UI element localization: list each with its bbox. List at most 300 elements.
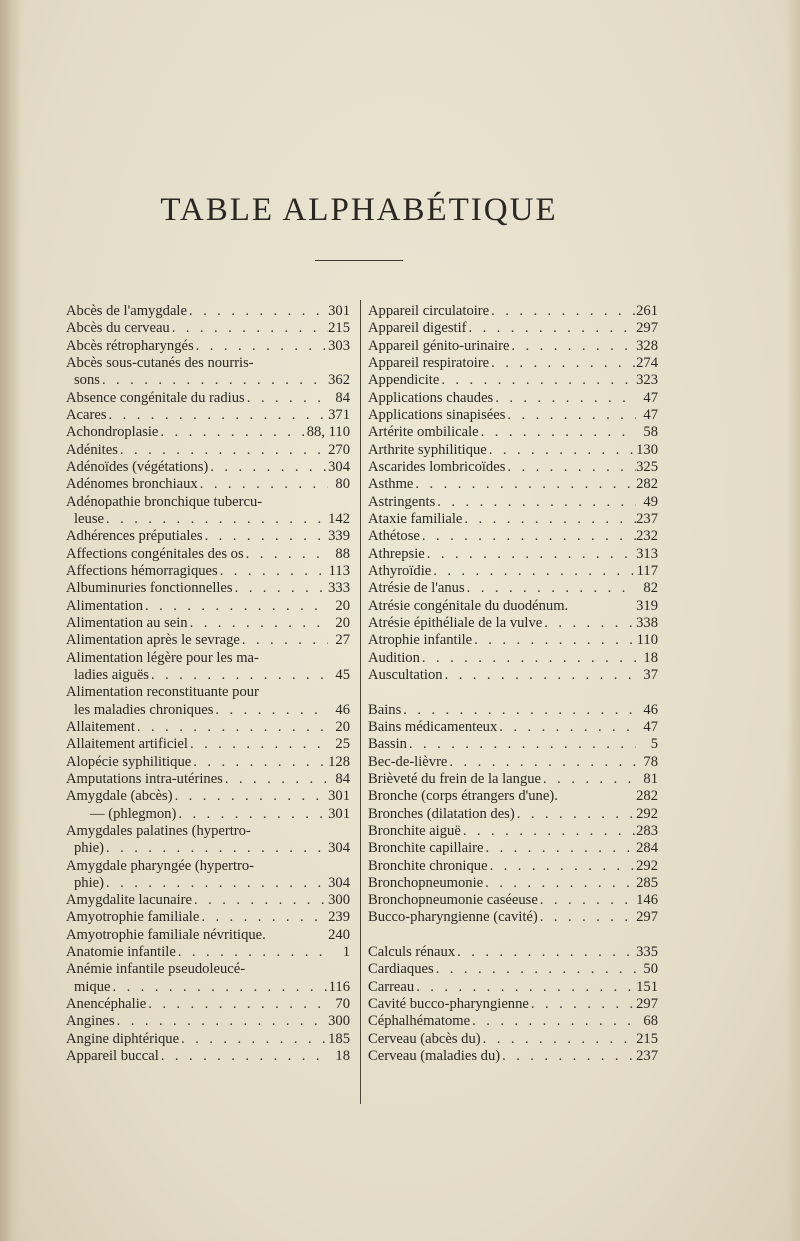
page-number: 46 [335, 701, 350, 718]
index-entry [368, 459, 658, 476]
page-number: 27 [335, 632, 350, 649]
index-term: Acares [66, 406, 107, 423]
page-number: 185 [328, 1030, 350, 1047]
page-number: 151 [636, 978, 658, 995]
dot-leader [472, 632, 636, 649]
index-entry [368, 372, 658, 389]
index-term: Bronchopneumonie caséeuse [368, 892, 538, 909]
index-entry [66, 892, 350, 909]
index-term: Carreau [368, 978, 415, 995]
index-term: Artérite ombilicale [368, 424, 479, 441]
page-number: 128 [328, 753, 350, 770]
dot-leader [218, 563, 328, 580]
page-number: 362 [328, 372, 350, 389]
index-term: Abcès du cerveau [66, 320, 170, 337]
dot-leader [407, 736, 636, 753]
page-number: 304 [328, 458, 350, 475]
index-term: Arthrite syphilitique [368, 441, 487, 458]
index-term: Adénomes bronchiaux [66, 476, 198, 493]
dot-leader [413, 476, 636, 493]
dot-leader [173, 788, 328, 805]
index-entry [368, 546, 658, 563]
index-entry [368, 598, 658, 615]
page-number: 49 [643, 493, 658, 510]
page-number: 319 [636, 597, 658, 614]
page-number: 282 [636, 788, 658, 805]
index-entry [66, 372, 350, 389]
index-entry [66, 961, 350, 978]
index-term: ladies aiguës [74, 666, 149, 683]
page-number: 339 [328, 528, 350, 545]
page-number: 1 [342, 944, 350, 961]
index-term: Achondroplasie [66, 424, 159, 441]
index-term: Absence congénitale du radius [66, 389, 245, 406]
dot-leader [146, 996, 328, 1013]
index-entry [368, 580, 658, 597]
index-entry [66, 771, 350, 788]
index-term: Amygdalite lacunaire [66, 892, 193, 909]
index-term: Adénopathie bronchique tubercu- [66, 493, 263, 510]
index-term: Amyotrophie familiale névritique. [66, 926, 266, 943]
index-entry [66, 979, 350, 996]
dot-leader [434, 961, 636, 978]
dot-leader [542, 615, 636, 632]
index-term: Ascarides lombricoïdes [368, 458, 506, 475]
index-entry [66, 494, 350, 511]
index-entry [368, 788, 658, 805]
dot-leader [483, 840, 636, 857]
dot-leader [414, 979, 636, 996]
index-entry [368, 442, 658, 459]
dot-leader [425, 546, 636, 563]
index-term: Abcès rétropharyngés [66, 337, 194, 354]
index-term: Abcès sous-cutanés des nourris- [66, 354, 254, 371]
page-number: 88 [335, 545, 350, 562]
page-number: 142 [328, 510, 350, 527]
index-entry [368, 615, 658, 632]
page-number: 82 [643, 580, 658, 597]
index-term: Amygdales palatines (hypertro- [66, 822, 251, 839]
index-column-left [66, 303, 350, 1065]
index-term: Appareil buccal [66, 1048, 159, 1065]
index-term: Bronchite aiguë [368, 822, 461, 839]
index-term: Athrepsie [368, 545, 425, 562]
page-number: 323 [636, 372, 658, 389]
index-term: Alimentation [66, 597, 144, 614]
dot-leader [188, 736, 328, 753]
dot-leader [244, 546, 328, 563]
index-term: Asthme [368, 476, 414, 493]
dot-leader [538, 892, 636, 909]
index-entry [368, 1031, 658, 1048]
index-term: Atrophie infantile [368, 632, 473, 649]
index-entry [368, 961, 658, 978]
page-number: 70 [335, 996, 350, 1013]
page-number: 338 [636, 614, 658, 631]
dot-leader [420, 528, 636, 545]
index-entry [66, 303, 350, 320]
dot-leader [187, 303, 328, 320]
page-number: 84 [335, 770, 350, 787]
page-number: 78 [643, 753, 658, 770]
index-entry [66, 632, 350, 649]
dot-leader [191, 754, 328, 771]
index-entry [66, 736, 350, 753]
index-entry [66, 858, 350, 875]
dot-leader [194, 338, 328, 355]
title-rule [315, 260, 403, 261]
index-entry [66, 944, 350, 961]
index-term: Applications sinapisées [368, 406, 506, 423]
index-term: Appareil respiratoire [368, 354, 490, 371]
index-term: Amyotrophie familiale [66, 909, 200, 926]
page-number: 300 [328, 892, 350, 909]
dot-leader [213, 702, 328, 719]
index-entry [66, 459, 350, 476]
index-entry [66, 320, 350, 337]
page-edge-shadow [786, 0, 800, 1241]
dot-leader [487, 442, 636, 459]
dot-leader [110, 979, 328, 996]
dot-leader [509, 338, 636, 355]
dot-leader [233, 580, 328, 597]
dot-leader [470, 1013, 636, 1030]
index-entry [66, 684, 350, 701]
page-number: 20 [335, 597, 350, 614]
index-entry [66, 875, 350, 892]
index-entry [368, 355, 658, 372]
dot-leader [500, 1048, 636, 1065]
index-term: Cavité bucco-pharyngienne [368, 996, 529, 1013]
index-entry [368, 476, 658, 493]
dot-leader [443, 667, 636, 684]
index-term: Ataxie familiale [368, 510, 463, 527]
page-number: 261 [636, 303, 658, 319]
index-term: Bronches (dilatation des) [368, 805, 515, 822]
dot-leader [208, 459, 328, 476]
index-term: Affections congénitales des os [66, 545, 244, 562]
page-number: 47 [643, 718, 658, 735]
page-number: 117 [636, 562, 658, 579]
index-entry [368, 632, 658, 649]
page-number: 282 [636, 476, 658, 493]
index-entry [368, 909, 658, 926]
page-number: 50 [643, 961, 658, 978]
dot-leader [431, 563, 636, 580]
page-number: 301 [328, 303, 350, 319]
index-entry [66, 667, 350, 684]
dot-leader [203, 528, 328, 545]
index-entry [66, 390, 350, 407]
page-number: 130 [636, 441, 658, 458]
index-term: phie) [74, 874, 104, 891]
index-term: Bucco-pharyngienne (cavité) [368, 909, 538, 926]
dot-leader [159, 1048, 328, 1065]
dot-leader [420, 650, 636, 667]
index-term: phie) [74, 840, 104, 857]
page-number: 20 [335, 718, 350, 735]
page-number: 297 [636, 996, 658, 1013]
index-entry [368, 771, 658, 788]
page-number: 270 [328, 441, 350, 458]
index-entry [368, 303, 658, 320]
index-term: Cerveau (maladies du) [368, 1048, 501, 1065]
page-number: 301 [328, 805, 350, 822]
index-entry [66, 1013, 350, 1030]
page-number: 215 [636, 1030, 658, 1047]
dot-leader [505, 459, 636, 476]
index-column-right [368, 303, 658, 1065]
index-entry [66, 615, 350, 632]
index-term: Atrésie épithéliale de la vulve [368, 614, 543, 631]
index-term: Applications chaudes [368, 389, 494, 406]
index-term: Alimentation après le sevrage [66, 632, 240, 649]
page-number: 46 [643, 701, 658, 718]
index-entry [368, 996, 658, 1013]
page-number: 80 [335, 476, 350, 493]
dot-leader [505, 407, 636, 424]
dot-leader [439, 372, 636, 389]
index-term: Athétose [368, 528, 420, 545]
page-number: 297 [636, 909, 658, 926]
index-term: Cardiaques [368, 961, 434, 978]
index-term: Bronchopneumonie [368, 874, 484, 891]
dot-leader [104, 875, 328, 892]
page-number: 285 [636, 874, 658, 891]
page-number: 47 [643, 406, 658, 423]
dot-leader [435, 494, 636, 511]
index-entry [368, 650, 658, 667]
index-term: Bassin [368, 736, 407, 753]
index-term: Albuminuries fonctionnelles [66, 580, 233, 597]
dot-leader [488, 858, 636, 875]
page-number: 335 [636, 944, 658, 961]
index-entry [368, 511, 658, 528]
index-term: Abcès de l'amygdale [66, 303, 187, 319]
index-entry [368, 494, 658, 511]
index-entry [66, 788, 350, 805]
page-number: 232 [636, 528, 658, 545]
index-entry [368, 338, 658, 355]
index-term: Amygdale pharyngée (hypertro- [66, 857, 255, 874]
dot-leader [135, 719, 328, 736]
page-number: 81 [643, 770, 658, 787]
page-number: 292 [636, 857, 658, 874]
page-number: 215 [328, 320, 350, 337]
index-entry [368, 424, 658, 441]
dot-leader [223, 771, 328, 788]
section-gap [368, 927, 658, 944]
page-number: 110 [636, 632, 658, 649]
index-term: Bec-de-lièvre [368, 753, 448, 770]
dot-leader [483, 875, 636, 892]
dot-leader [489, 303, 636, 320]
index-term: Audition [368, 649, 420, 666]
index-term: Brièveté du frein de la langue [368, 770, 542, 787]
index-term: Bronche (corps étrangers d'une). [368, 788, 558, 805]
index-term: Alimentation au sein [66, 614, 188, 631]
dot-leader [179, 1031, 328, 1048]
page-number: 20 [335, 614, 350, 631]
dot-leader [115, 1013, 328, 1030]
index-term: Allaitement artificiel [66, 736, 188, 753]
index-entry [66, 650, 350, 667]
dot-leader [481, 1031, 636, 1048]
index-entry [66, 424, 350, 441]
index-entry [66, 563, 350, 580]
dot-leader [401, 702, 636, 719]
index-entry [66, 338, 350, 355]
index-entry [66, 754, 350, 771]
index-term: Appareil génito-urinaire [368, 337, 510, 354]
page-number: 292 [636, 805, 658, 822]
index-term: Cerveau (abcès du) [368, 1030, 481, 1047]
page-number: 300 [328, 1013, 350, 1030]
index-entry [66, 546, 350, 563]
dot-leader [479, 424, 636, 441]
dot-leader [176, 944, 328, 961]
index-entry [66, 806, 350, 823]
page-number: 88, 110 [306, 424, 350, 441]
index-entry [66, 702, 350, 719]
dot-leader [118, 442, 328, 459]
page-number: 58 [643, 424, 658, 441]
index-term: Céphalhématome [368, 1013, 471, 1030]
index-entry [368, 875, 658, 892]
index-entry [368, 736, 658, 753]
index-entry [66, 840, 350, 857]
index-entry [368, 528, 658, 545]
index-term: Angine diphtérique [66, 1030, 180, 1047]
index-entry [66, 909, 350, 926]
page-number: 284 [636, 840, 658, 857]
index-entry [368, 1048, 658, 1065]
page-number: 303 [328, 337, 350, 354]
index-term: Appendicite [368, 372, 440, 389]
page-number: 25 [335, 736, 350, 753]
page-number: 325 [636, 458, 658, 475]
page-number: 68 [643, 1013, 658, 1030]
page-number: 18 [643, 649, 658, 666]
index-term: Bains médicamenteux [368, 718, 498, 735]
index-term: Amygdale (abcès) [66, 788, 173, 805]
index-term: sons [74, 372, 100, 389]
page-number: 37 [643, 666, 658, 683]
dot-leader [170, 320, 328, 337]
index-term: Atrésie congénitale du duodénum. [368, 597, 569, 614]
index-entry [368, 719, 658, 736]
page-number: 274 [636, 354, 658, 371]
page-spine-shadow [0, 0, 22, 1241]
index-term: Adénoïdes (végétations) [66, 458, 209, 475]
index-entry [66, 355, 350, 372]
page-number: 239 [328, 909, 350, 926]
index-entry [66, 511, 350, 528]
index-entry [66, 528, 350, 545]
index-entry [368, 667, 658, 684]
index-term: Astringents [368, 493, 436, 510]
page-number: 313 [636, 545, 658, 562]
page-number: 237 [636, 1048, 658, 1065]
index-entry [368, 320, 658, 337]
page-number: 237 [636, 510, 658, 527]
index-entry [368, 390, 658, 407]
index-entry [66, 476, 350, 493]
dot-leader [104, 840, 328, 857]
dot-leader [489, 355, 636, 372]
page-number: 47 [643, 389, 658, 406]
index-entry [66, 1031, 350, 1048]
page-number: 297 [636, 320, 658, 337]
index-term: Appareil digestif [368, 320, 467, 337]
index-term: Anatomie infantile [66, 944, 176, 961]
dot-leader [466, 320, 636, 337]
index-term: Atrésie de l'anus [368, 580, 465, 597]
index-term: Auscultation [368, 666, 443, 683]
page-number: 18 [335, 1048, 350, 1065]
index-term: Allaitement [66, 718, 135, 735]
index-term: Adhérences préputiales [66, 528, 203, 545]
dot-leader [461, 823, 636, 840]
index-entry [66, 927, 350, 944]
dot-leader [529, 996, 636, 1013]
index-entry [368, 407, 658, 424]
section-gap [368, 684, 658, 701]
page-number: 304 [328, 874, 350, 891]
index-entry [368, 840, 658, 857]
dot-leader [447, 754, 636, 771]
dot-leader [455, 944, 636, 961]
index-entry [368, 754, 658, 771]
dot-leader [198, 476, 328, 493]
index-entry [368, 1013, 658, 1030]
index-term: Anencéphalie [66, 996, 147, 1013]
index-term: Alopécie syphilitique [66, 753, 192, 770]
index-entry [66, 719, 350, 736]
dot-leader [100, 372, 328, 389]
page-number: 283 [636, 822, 658, 839]
page-number: 146 [636, 892, 658, 909]
dot-leader [240, 632, 328, 649]
index-term: — (phlegmon) [90, 805, 177, 822]
index-entry [368, 979, 658, 996]
column-divider [360, 300, 361, 1104]
dot-leader [176, 806, 328, 823]
index-term: Calculs rénaux [368, 944, 456, 961]
page-number: 5 [650, 736, 658, 753]
index-term: Amputations intra-utérines [66, 770, 223, 787]
index-term: Angines [66, 1013, 115, 1030]
index-entry [66, 442, 350, 459]
index-entry [66, 823, 350, 840]
index-term: mique [74, 978, 111, 995]
page-number: 371 [328, 406, 350, 423]
dot-leader [149, 667, 328, 684]
dot-leader [245, 390, 328, 407]
index-term: Athyroïdie [368, 562, 432, 579]
dot-leader [158, 424, 306, 441]
page-number: 116 [328, 978, 350, 995]
page-number: 328 [636, 337, 658, 354]
index-term: Appareil circulatoire [368, 303, 490, 319]
page-number: 333 [328, 580, 350, 597]
dot-leader [538, 909, 636, 926]
page-number: 84 [335, 389, 350, 406]
dot-leader [541, 771, 636, 788]
dot-leader [493, 390, 636, 407]
index-entry [368, 702, 658, 719]
index-entry [368, 892, 658, 909]
